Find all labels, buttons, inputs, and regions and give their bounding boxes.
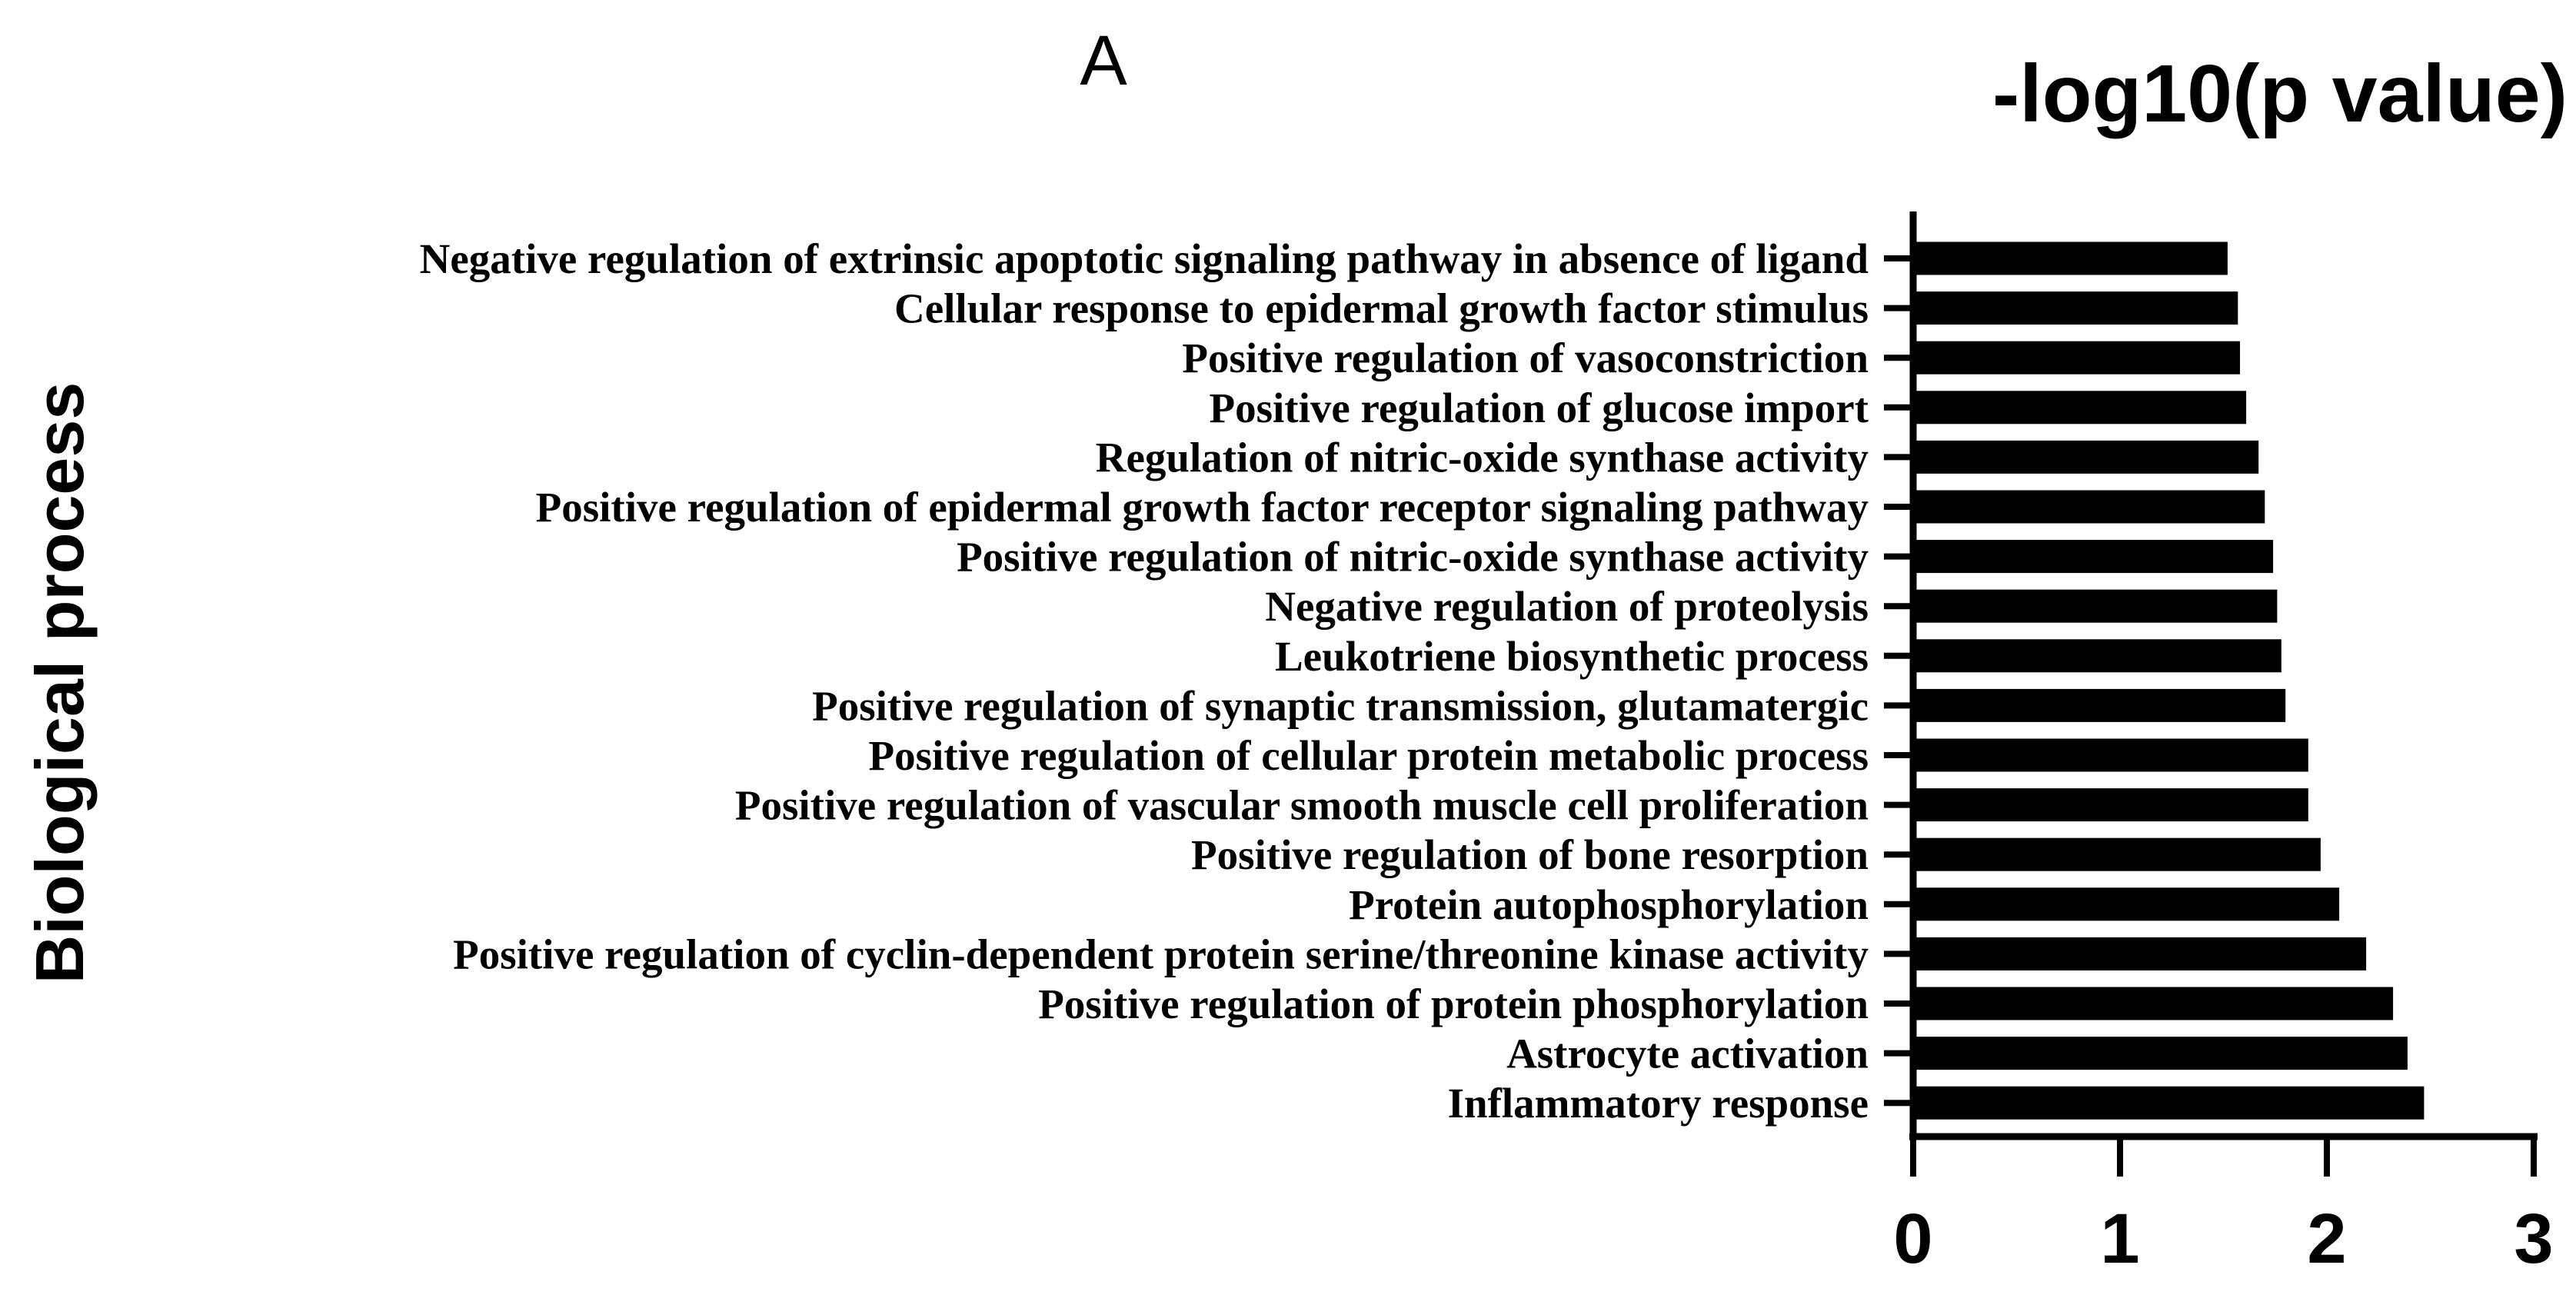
bar (1913, 1087, 2424, 1120)
bar (1913, 341, 2240, 375)
category-label: Positive regulation of epidermal growth factor receptor signaling pathway (535, 484, 1869, 531)
category-label: Positive regulation of nitric-oxide synthase activity (957, 533, 1869, 581)
category-label: Protein autophosphorylation (1349, 881, 1869, 928)
category-label: Positive regulation of synaptic transmission, glutamatergic (812, 682, 1869, 730)
x-tick-labels (1893, 1200, 2553, 1278)
chart-title: -log10(p value) (1992, 48, 2568, 139)
bar (1913, 291, 2238, 325)
category-label: Inflammatory response (1447, 1080, 1869, 1127)
x-axis-ticks (1913, 1137, 2534, 1177)
x-tick-label: 1 (2100, 1200, 2140, 1278)
category-labels (420, 235, 1869, 1127)
y-axis-ticks (1884, 258, 1913, 1103)
category-label: Positive regulation of vasoconstriction (1182, 335, 1869, 382)
category-label: Positive regulation of vascular smooth muscle cell proliferation (734, 781, 1869, 829)
bar (1913, 242, 2228, 275)
category-label: Cellular response to epidermal growth factor stimulus (894, 285, 1869, 332)
bar (1913, 887, 2339, 920)
category-label: Positive regulation of cyclin-dependent protein serine/threonine kinase activity (453, 930, 1869, 978)
bar (1913, 739, 2308, 772)
bar (1913, 1037, 2408, 1070)
bar (1913, 590, 2277, 623)
y-axis-label: Biological process (22, 381, 98, 984)
bar (1913, 689, 2285, 722)
category-label: Negative regulation of proteolysis (1265, 583, 1869, 631)
bar (1913, 639, 2281, 672)
category-label: Positive regulation of protein phosphorylation (1038, 980, 1869, 1027)
bar (1913, 838, 2321, 871)
bar (1913, 540, 2273, 573)
bars-group (1913, 242, 2424, 1120)
x-tick-label: 0 (1893, 1200, 1933, 1278)
bar (1913, 987, 2393, 1020)
x-tick-label: 2 (2307, 1200, 2347, 1278)
category-label: Positive regulation of glucose import (1209, 384, 1869, 431)
bar (1913, 441, 2258, 474)
bar (1913, 788, 2308, 821)
bar (1913, 491, 2265, 524)
category-label: Regulation of nitric-oxide synthase activity (1095, 434, 1869, 481)
category-label: Leukotriene biosynthetic process (1274, 632, 1869, 680)
bar (1913, 937, 2366, 970)
category-label: Positive regulation of cellular protein metabolic process (868, 732, 1869, 779)
category-label: Positive regulation of bone resorption (1191, 831, 1869, 879)
bar (1913, 391, 2246, 424)
category-label: Negative regulation of extrinsic apoptotic signaling pathway in absence of ligand (419, 235, 1869, 282)
panel-label: A (1080, 22, 1127, 100)
x-tick-label: 3 (2514, 1200, 2554, 1278)
category-label: Astrocyte activation (1506, 1030, 1869, 1077)
